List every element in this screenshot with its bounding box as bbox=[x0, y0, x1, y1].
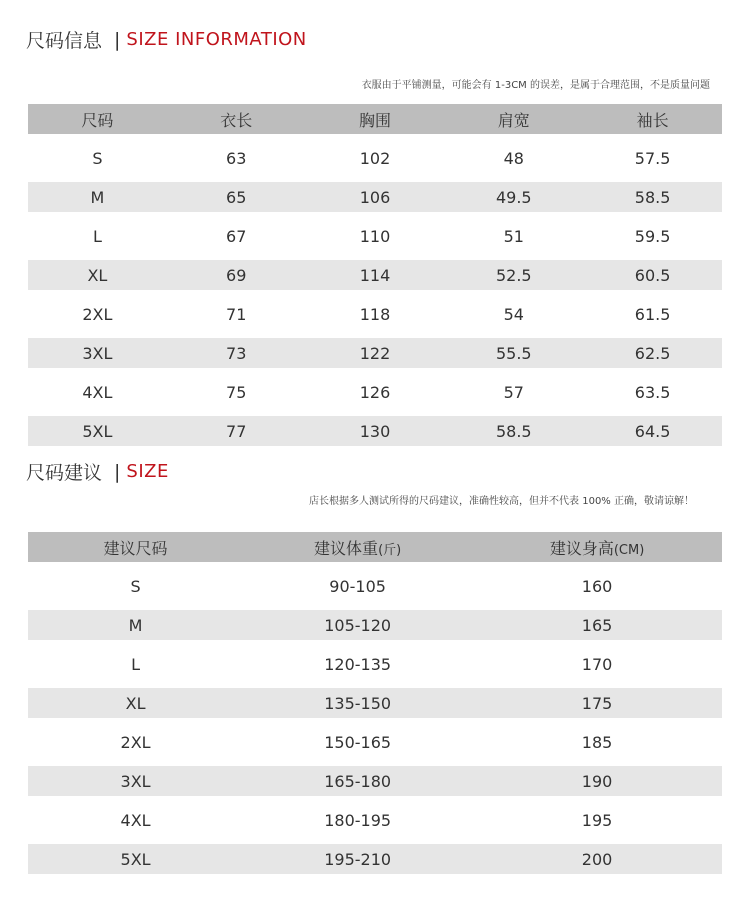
shoulder-cell: 52.5 bbox=[495, 265, 532, 285]
height-cell: 160 bbox=[581, 576, 613, 596]
size-cell: 5XL bbox=[120, 849, 151, 869]
table-row bbox=[28, 766, 722, 796]
table-row bbox=[28, 182, 722, 212]
sleeve-cell: 61.5 bbox=[634, 304, 671, 324]
height-cell: 185 bbox=[581, 732, 613, 752]
table-row bbox=[28, 299, 722, 329]
shoulder-cell: 58.5 bbox=[495, 421, 532, 441]
chest-cell: 118 bbox=[359, 304, 391, 324]
size-cell: L bbox=[131, 654, 141, 674]
size-info-table bbox=[28, 104, 722, 455]
table-row bbox=[28, 143, 722, 173]
header-unit: (CM) bbox=[613, 542, 645, 558]
chest-cell: 130 bbox=[359, 421, 391, 441]
shoulder-cell: 54 bbox=[503, 304, 524, 324]
height-cell: 190 bbox=[581, 771, 613, 791]
chest-cell: 114 bbox=[359, 265, 391, 285]
size-cell: M bbox=[90, 187, 105, 207]
height-cell: 200 bbox=[581, 849, 613, 869]
length-cell: 71 bbox=[226, 304, 247, 324]
header-length: 衣长 bbox=[220, 110, 253, 130]
sleeve-cell: 57.5 bbox=[634, 148, 671, 168]
header-text: 建议身高 bbox=[549, 538, 614, 558]
table-row bbox=[28, 688, 722, 718]
table-row bbox=[28, 844, 722, 874]
shoulder-cell: 51 bbox=[503, 226, 524, 246]
length-cell: 73 bbox=[226, 343, 247, 363]
header-recommended-weight bbox=[243, 536, 472, 559]
shoulder-cell: 55.5 bbox=[495, 343, 532, 363]
length-cell: 67 bbox=[226, 226, 247, 246]
table-row bbox=[28, 805, 722, 835]
sleeve-cell: 58.5 bbox=[634, 187, 671, 207]
table-row bbox=[28, 338, 722, 368]
table-row bbox=[28, 610, 722, 640]
header-size: 尺码 bbox=[81, 110, 114, 130]
chest-cell: 106 bbox=[359, 187, 391, 207]
weight-cell: 90-105 bbox=[329, 576, 386, 596]
size-advice-header-row bbox=[28, 532, 722, 562]
chest-cell: 126 bbox=[359, 382, 391, 402]
sleeve-cell: 62.5 bbox=[634, 343, 671, 363]
size-cell: XL bbox=[87, 265, 108, 285]
weight-cell: 150-165 bbox=[324, 732, 392, 752]
shoulder-cell: 48 bbox=[503, 148, 524, 168]
height-cell: 170 bbox=[581, 654, 613, 674]
size-advice-table bbox=[28, 532, 722, 883]
header-unit: (斤) bbox=[378, 542, 402, 558]
size-advice-title-cn: 尺码建议 bbox=[26, 462, 103, 484]
size-cell: XL bbox=[125, 693, 146, 713]
length-cell: 77 bbox=[226, 421, 247, 441]
weight-cell: 195-210 bbox=[324, 849, 392, 869]
size-cell: 2XL bbox=[82, 304, 113, 324]
size-cell: S bbox=[130, 576, 141, 596]
header-recommended-height bbox=[472, 536, 722, 559]
sleeve-cell: 60.5 bbox=[634, 265, 671, 285]
height-cell: 195 bbox=[581, 810, 613, 830]
size-cell: 4XL bbox=[82, 382, 113, 402]
length-cell: 69 bbox=[226, 265, 247, 285]
chest-cell: 110 bbox=[359, 226, 391, 246]
header-sleeve: 袖长 bbox=[636, 110, 669, 130]
table-row bbox=[28, 571, 722, 601]
size-cell: 5XL bbox=[82, 421, 113, 441]
table-row bbox=[28, 727, 722, 757]
sleeve-cell: 59.5 bbox=[634, 226, 671, 246]
size-advice-title-en: SIZE bbox=[126, 461, 169, 482]
chest-cell: 102 bbox=[359, 148, 391, 168]
table-row bbox=[28, 221, 722, 251]
length-cell: 75 bbox=[226, 382, 247, 402]
shoulder-cell: 57 bbox=[503, 382, 524, 402]
shoulder-cell: 49.5 bbox=[495, 187, 532, 207]
size-info-header-row bbox=[28, 104, 722, 134]
header-text: 建议体重 bbox=[314, 538, 379, 558]
sleeve-cell: 63.5 bbox=[634, 382, 671, 402]
size-info-note: 衣服由于平铺测量，可能会有 1-3CM 的误差，是属于合理范围，不是质量问题 bbox=[361, 80, 710, 91]
weight-cell: 165-180 bbox=[324, 771, 392, 791]
sleeve-cell: 64.5 bbox=[634, 421, 671, 441]
size-info-title bbox=[26, 26, 307, 53]
weight-cell: 105-120 bbox=[324, 615, 392, 635]
table-row bbox=[28, 649, 722, 679]
height-cell: 165 bbox=[581, 615, 613, 635]
length-cell: 63 bbox=[226, 148, 247, 168]
size-cell: 4XL bbox=[120, 810, 151, 830]
size-info-title-cn: 尺码信息 bbox=[26, 30, 103, 52]
size-cell: 3XL bbox=[120, 771, 151, 791]
weight-cell: 135-150 bbox=[324, 693, 392, 713]
size-cell: 3XL bbox=[82, 343, 113, 363]
header-recommended-size bbox=[28, 536, 243, 559]
size-cell: 2XL bbox=[120, 732, 151, 752]
size-advice-title bbox=[26, 458, 169, 485]
size-advice-note: 店长根据多人测试所得的尺码建议，准确性较高，但并不代表 100% 正确，敬请谅解！ bbox=[309, 496, 694, 507]
weight-cell: 180-195 bbox=[324, 810, 392, 830]
table-row bbox=[28, 416, 722, 446]
table-row bbox=[28, 377, 722, 407]
header-shoulder: 肩宽 bbox=[497, 110, 530, 130]
length-cell: 65 bbox=[226, 187, 247, 207]
chest-cell: 122 bbox=[359, 343, 391, 363]
size-cell: S bbox=[92, 148, 103, 168]
header-text: 建议尺码 bbox=[103, 538, 168, 558]
title-separator: | bbox=[114, 460, 121, 483]
weight-cell: 120-135 bbox=[324, 654, 392, 674]
table-row bbox=[28, 260, 722, 290]
height-cell: 175 bbox=[581, 693, 613, 713]
title-separator: | bbox=[114, 28, 121, 51]
size-cell: M bbox=[128, 615, 143, 635]
size-info-title-en: SIZE INFORMATION bbox=[126, 29, 307, 50]
header-chest: 胸围 bbox=[358, 110, 391, 130]
size-cell: L bbox=[92, 226, 102, 246]
